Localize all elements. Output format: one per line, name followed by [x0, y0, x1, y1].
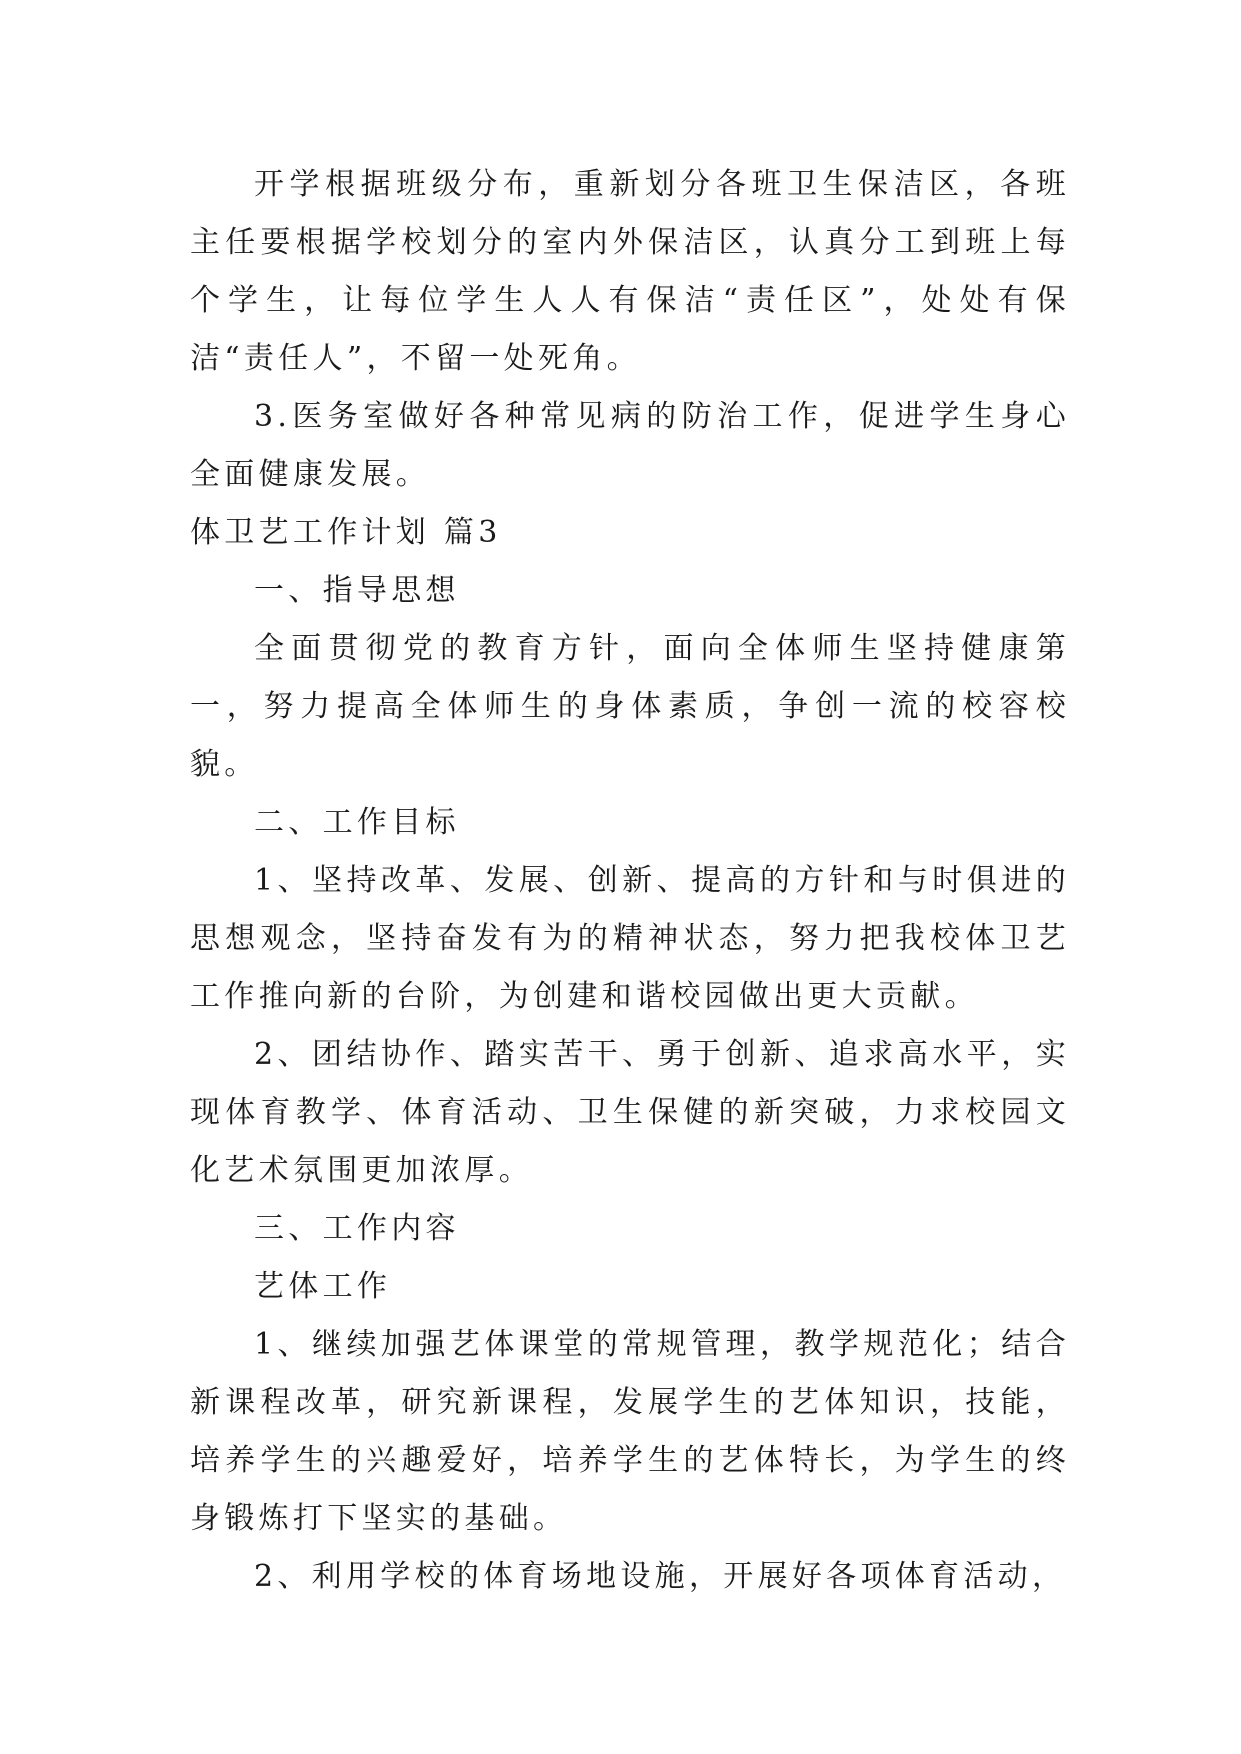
paragraph-goal-1: 1、坚持改革、发展、创新、提高的方针和与时俱进的思想观念，坚持奋发有为的精神状态，努力把我校体卫艺工作推向新的台阶，为创建和谐校园做出更大贡献。: [190, 863, 1070, 1014]
paragraph-clinic: 3.医务室做好各种常见病的防治工作，促进学生身心全面健康发展。: [190, 399, 1070, 492]
paragraph-goal-2: 2、团结协作、踏实苦干、勇于创新、追求高水平，实现体育教学、体育活动、卫生保健的新突破，力求校园文化艺术氛围更加浓厚。: [190, 1037, 1070, 1188]
paragraph-content-1: 1、继续加强艺体课堂的常规管理，教学规范化；结合新课程改革，研究新课程，发展学生的艺体知识，技能，培养学生的兴趣爱好，培养学生的艺体特长，为学生的终身锻炼打下坚实的基础。: [190, 1327, 1070, 1536]
paragraph-content-2: 2、利用学校的体育场地设施，开展好各项体育活动，: [254, 1559, 1067, 1594]
paragraph-cleaning-zones: 开学根据班级分布，重新划分各班卫生保洁区，各班主任要根据学校划分的室内外保洁区，认真分工到班上每个学生，让每位学生人人有保洁“责任区”，处处有保洁“责任人”，不留一处死角。: [190, 167, 1070, 376]
section-title: 体卫艺工作计划 篇3: [190, 515, 502, 550]
heading-arts-sports: 艺体工作: [254, 1269, 392, 1304]
heading-work-goals: 二、工作目标: [254, 805, 460, 840]
document-page: [190, 156, 1070, 1606]
heading-guiding-ideology: 一、指导思想: [254, 573, 460, 608]
paragraph-guiding-ideology: 全面贯彻党的教育方针，面向全体师生坚持健康第一，努力提高全体师生的身体素质，争创一流的校容校貌。: [190, 631, 1070, 782]
heading-work-content: 三、工作内容: [254, 1211, 460, 1246]
